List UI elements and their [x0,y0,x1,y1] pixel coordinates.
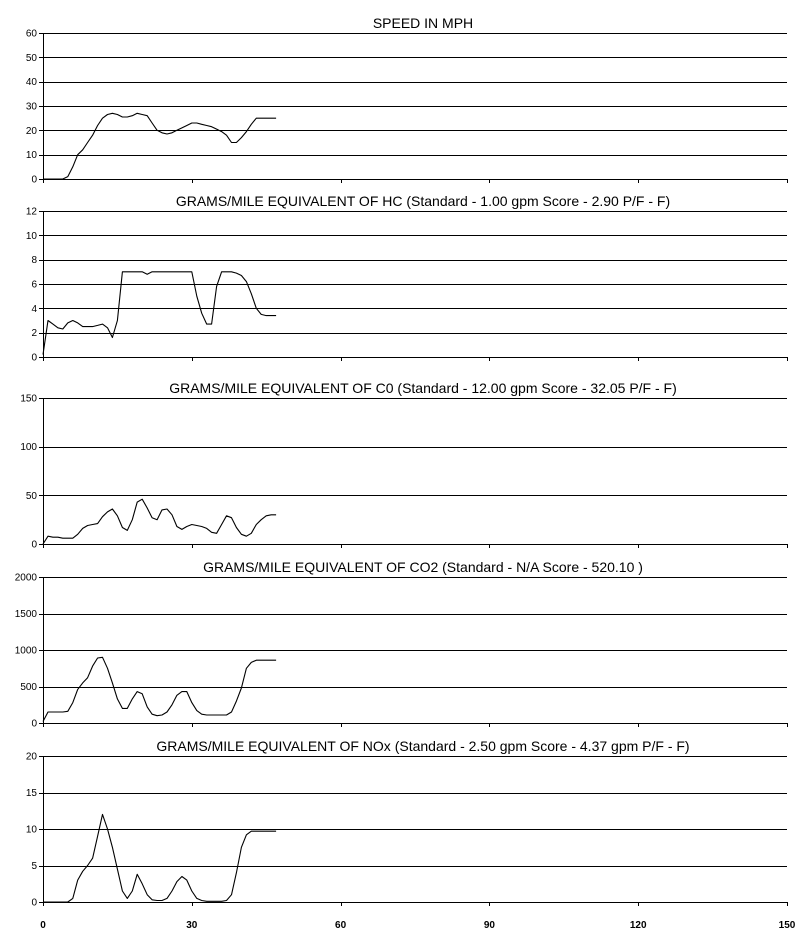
series-line [43,499,276,544]
x-tick-label: 120 [629,920,647,931]
y-tick-label: 0 [31,174,37,186]
y-tick-label: 40 [25,77,37,89]
chart-title: GRAMS/MILE EQUIVALENT OF NOx (Standard - 2.50 gpm Score - 4.37 gpm P/F - F) [156,738,690,754]
y-tick-label: 100 [20,442,37,454]
x-tick-label: 90 [483,920,495,931]
y-tick-label: 0 [31,897,37,909]
chart-panel-3 [20,380,787,551]
chart-panel-4 [15,559,788,730]
x-tick-label: 0 [40,920,46,931]
x-tick-label: 30 [186,920,198,931]
y-tick-label: 20 [25,751,37,763]
y-tick-label: 60 [25,28,37,40]
y-tick-label: 2000 [14,572,37,584]
y-tick-label: 0 [31,352,37,364]
chart-panel-5 [26,738,796,931]
y-tick-label: 500 [20,682,37,693]
y-tick-label: 150 [20,393,37,405]
y-tick-label: 30 [25,101,37,113]
x-tick-label: 60 [335,920,347,931]
chart-panel-2 [26,193,788,364]
y-tick-label: 0 [31,718,37,730]
series-line [43,657,276,721]
y-tick-label: 10 [25,230,37,242]
y-tick-label: 2 [31,328,37,340]
chart-title: SPEED IN MPH [372,15,474,31]
y-tick-label: 1500 [14,609,37,620]
series-line [43,113,276,179]
y-tick-label: 1000 [14,645,37,657]
y-tick-label: 50 [25,490,37,502]
y-tick-label: 5 [31,861,37,872]
y-tick-label: 4 [31,303,37,315]
series-line [43,814,276,902]
chart-panel-1 [26,15,788,186]
chart-title: GRAMS/MILE EQUIVALENT OF HC (Standard - 1.00 gpm Score - 2.90 P/F - F) [175,193,671,209]
y-tick-label: 10 [25,824,37,836]
y-tick-label: 20 [25,125,37,137]
y-tick-label: 0 [31,539,37,551]
y-tick-label: 12 [25,206,37,218]
y-tick-label: 6 [31,279,37,291]
y-tick-label: 10 [25,150,37,162]
chart-title: GRAMS/MILE EQUIVALENT OF C0 (Standard - 12.00 gpm Score - 32.05 P/F - F) [169,380,677,396]
chart-title: GRAMS/MILE EQUIVALENT OF CO2 (Standard - N/A Score - 520.10 ) [203,559,643,575]
y-tick-label: 15 [25,788,37,799]
y-tick-label: 50 [25,52,37,64]
x-tick-label: 150 [778,920,796,931]
y-tick-label: 8 [31,255,37,267]
